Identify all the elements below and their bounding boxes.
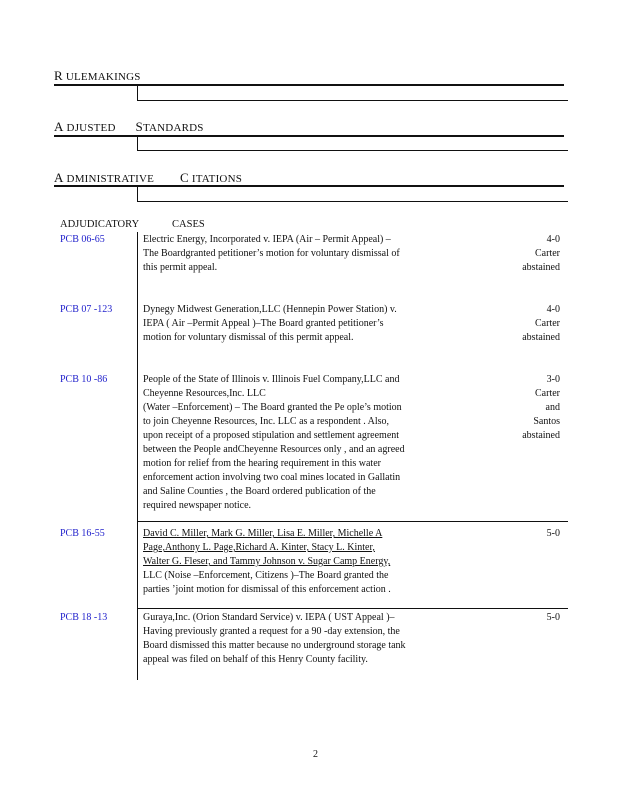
- case-description: [143, 233, 400, 275]
- case-line: to join Cheyenne Resources, Inc. LLC as a respondent . Also,: [143, 416, 390, 427]
- case-description: [143, 611, 406, 667]
- case-separator: [137, 608, 568, 609]
- case-line: Board dismissed this matter because no underground storage tank: [143, 640, 406, 651]
- case-vote: 5-0: [546, 612, 560, 623]
- case-number: PCB 07 -123: [60, 304, 113, 315]
- case-line: Electric Energy, Incorporated v. IEPA (Air – Permit Appeal) –: [143, 234, 391, 245]
- case-line: Having previously granted a request for a 90 -day extension, the: [143, 626, 400, 637]
- page-number: 2: [313, 749, 318, 760]
- case-line: (Water –Enforcement) – The Board granted the Pe ople’s motion: [143, 402, 402, 413]
- case-line: IEPA ( Air –Permit Appeal )–The Board granted petitioner’s: [143, 318, 384, 329]
- case-line: LLC (Noise –Enforcement, Citizens )–The Board granted the: [143, 570, 389, 581]
- case-line: The Boardgranted petitioner’s motion for voluntary dismissal of: [143, 248, 400, 259]
- section-title-adjusted-standards: A DJUSTED STANDARDS: [54, 119, 204, 134]
- case-vote: 4-0 Carter abstained: [522, 234, 560, 273]
- case-number: PCB 18 -13: [60, 612, 108, 623]
- column-divider: [137, 187, 138, 202]
- cases-column-divider: [137, 232, 138, 680]
- case-number: PCB 16-55: [60, 528, 105, 539]
- case-line: upon receipt of a proposed stipulation and settlement agreement: [143, 430, 400, 441]
- case-line: between the People andCheyenne Resources only , and an agreed: [143, 444, 405, 455]
- adjudicatory-cases-header: ADJUDICATORY CASES: [60, 219, 205, 230]
- case-line: Cheyenne Resources,Inc. LLC: [143, 388, 266, 399]
- case-line: parties ’joint motion for dismissal of this enforcement action .: [143, 584, 391, 595]
- case-line: Dynegy Midwest Generation,LLC (Hennepin Power Station) v.: [143, 304, 397, 315]
- section-rule-line: [54, 185, 564, 187]
- case-line: People of the State of Illinois v. Illinois Fuel Company,LLC and: [143, 374, 400, 385]
- divider-line: [137, 100, 568, 101]
- case-vote: 3-0 Carter and Santos abstained: [522, 374, 560, 441]
- case-line: motion for relief from the hearing requirement in this water: [143, 458, 381, 469]
- column-divider: [137, 137, 138, 151]
- case-line: required newspaper notice.: [143, 500, 252, 511]
- case-vote: 5-0: [546, 528, 560, 539]
- case-line: and Saline Counties , the Board ordered publication of the: [143, 486, 376, 497]
- divider-line: [137, 150, 568, 151]
- section-title-administrative-citations: A DMINISTRATIVE C ITATIONS: [54, 170, 243, 185]
- case-description: [143, 373, 405, 513]
- case-number: PCB 06-65: [60, 234, 105, 245]
- column-divider: [137, 86, 138, 101]
- case-line: enforcement action involving two coal mines located in Gallatin: [143, 472, 401, 483]
- case-description: [143, 527, 391, 597]
- case-line: appeal was filed on behalf of this Henry County facility.: [143, 654, 368, 665]
- case-line: Guraya,Inc. (Orion Standard Service) v. IEPA ( UST Appeal )–: [143, 612, 395, 623]
- case-line: David C. Miller, Mark G. Miller, Lisa E. Miller, Michelle A: [143, 528, 383, 539]
- case-line: motion for voluntary dismissal of this permit appeal.: [143, 332, 354, 343]
- case-vote: 4-0 Carter abstained: [522, 304, 560, 343]
- section-title-rulemakings: R ULEMAKINGS: [54, 68, 141, 83]
- case-line: Walter G. Fleser, and Tammy Johnson v. Sugar Camp Energy,: [143, 556, 391, 567]
- divider-line: [137, 201, 568, 202]
- case-description: [143, 303, 397, 345]
- case-separator: [137, 521, 568, 522]
- section-rule-line: [54, 135, 564, 137]
- case-line: this permit appeal.: [143, 262, 218, 273]
- case-line: Page,Anthony L. Page,Richard A. Kinter, Stacy L. Kinter,: [143, 542, 375, 553]
- section-rule-line: [54, 84, 564, 86]
- case-number: PCB 10 -86: [60, 374, 108, 385]
